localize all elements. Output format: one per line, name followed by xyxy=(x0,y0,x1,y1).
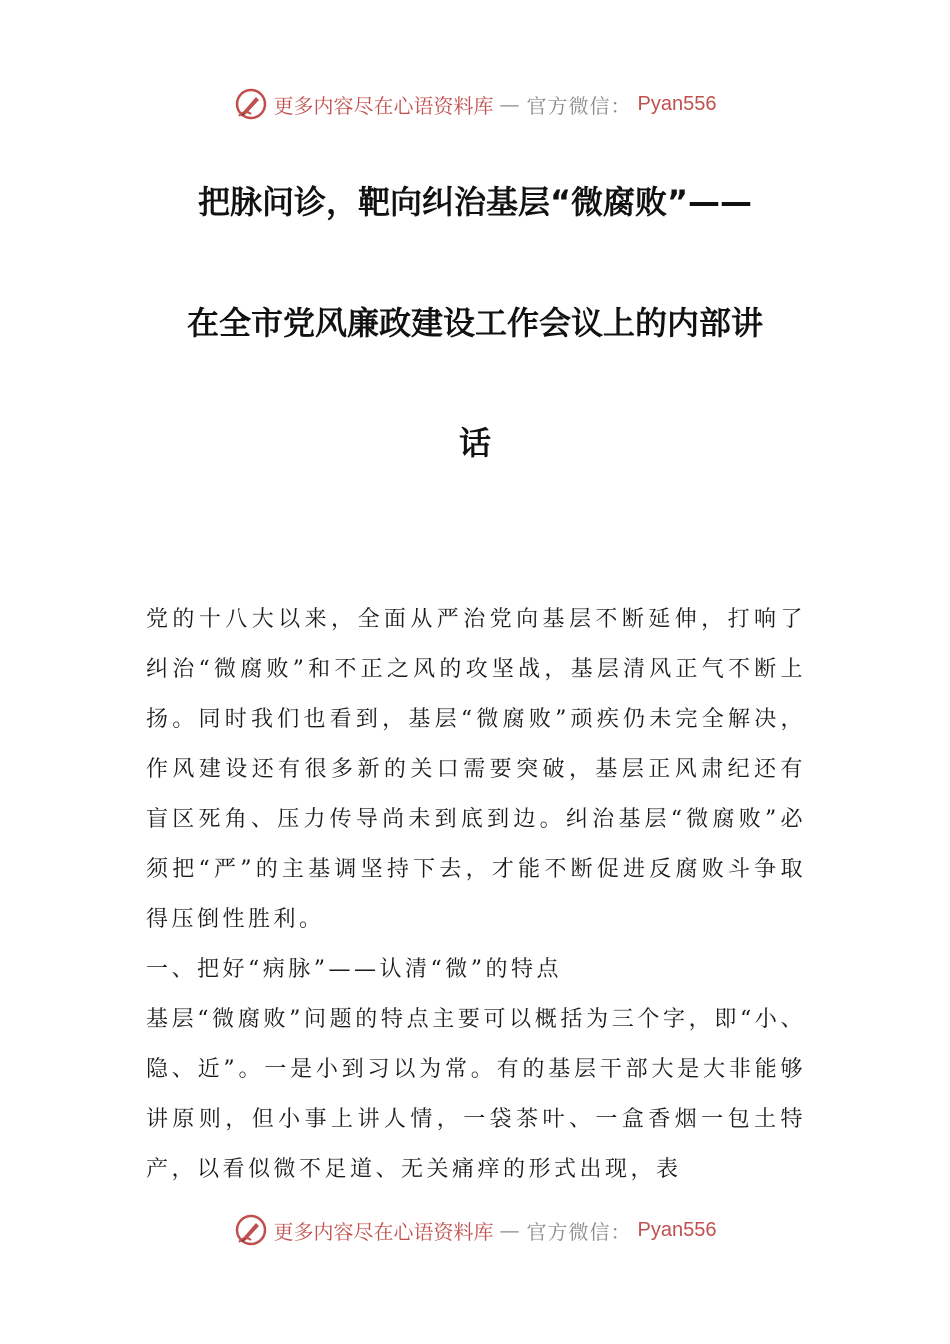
watermark-site-text: 更多内容尽在心语资料库 xyxy=(273,1219,494,1244)
watermark-separator: — xyxy=(499,92,521,116)
header-watermark xyxy=(0,84,950,124)
watermark-wechat-id: Pyan556 xyxy=(637,92,717,115)
pen-logo-icon xyxy=(234,87,268,121)
watermark-site-text: 更多内容尽在心语资料库 xyxy=(273,93,494,118)
watermark-label: 官方微信： xyxy=(526,1219,632,1244)
document-title-line-3: 话 xyxy=(458,424,491,462)
body-paragraph: 基层“微腐败”问题的特点主要可以概括为三个字，即“小、隐、近”。一是小到习以为常。有的基层干部大是大非能够讲原则，但小事上讲人情，一袋茶叶、一盒香烟一包土特产，以看似微不足道、无关痛痒的形式出现，表 xyxy=(146,1007,806,1182)
watermark-separator: — xyxy=(499,1218,521,1242)
pen-logo-icon xyxy=(234,1213,268,1247)
body-paragraph: 党的十八大以来，全面从严治党向基层不断延伸，打响了纠治“微腐败”和不正之风的攻坚战，基层清风正气不断上扬。同时我们也看到，基层“微腐败”顽疾仍未完全解决，作风建设还有很多新的关口需要突破，基层正风肃纪还有盲区死角、压力传导尚未到底到边。纠治基层“微腐败”必须把“严”的主基调坚持下去，才能不断促进反腐败斗争取得压倒性胜利。 xyxy=(146,607,806,932)
document-title-line-2: 在全市党风廉政建设工作会议上的内部讲 xyxy=(186,304,763,342)
document-body xyxy=(146,595,806,1195)
document-title-line-1: 把脉问诊，靶向纠治基层“微腐败”—— xyxy=(197,183,753,221)
watermark-label: 官方微信： xyxy=(526,93,632,118)
watermark-wechat-id: Pyan556 xyxy=(637,1218,717,1241)
section-heading: 一、把好“病脉”——认清“微”的特点 xyxy=(146,957,562,982)
footer-watermark xyxy=(0,1210,950,1250)
